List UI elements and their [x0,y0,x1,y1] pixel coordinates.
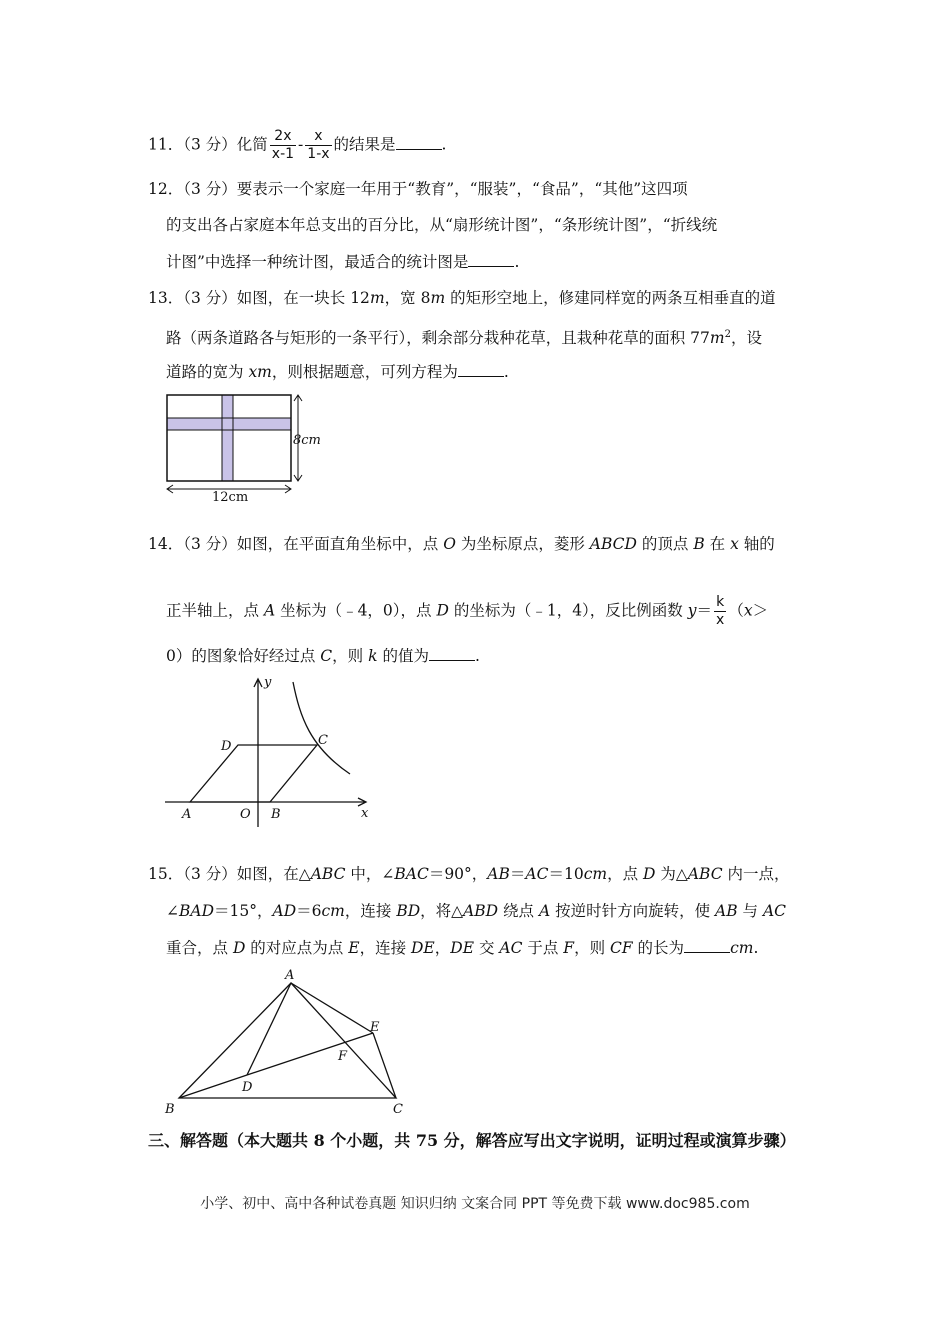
question-text: 的长为 [632,939,685,957]
question-text: 计图”中选择一种统计图，最适合的统计图是 [166,253,469,271]
question-text: 为△ [655,865,688,883]
point-label: D [643,865,656,883]
question-text: ，将△ [420,902,464,920]
question-text: ＝10 [548,865,584,883]
segment-ec [373,1033,396,1098]
question-text: ，则 [332,647,369,665]
label-b: B [271,807,281,822]
fraction-k-over-x [714,594,726,629]
rhombus-coordinate-figure [160,672,380,832]
shape-label: ABC [310,865,346,883]
fraction-2x-over-x-1 [270,128,296,163]
numerator: x [305,128,331,146]
question-12-line-3 [166,251,519,273]
segment-label: CF [610,939,633,957]
period: . [503,363,509,381]
question-text: （3 分）化简 [183,135,268,154]
question-13-line-2 [166,324,762,349]
question-15-line-1 [148,863,790,885]
question-text: 轴的 [738,535,775,553]
question-text: ，设 [730,329,762,348]
period: . [441,135,447,154]
question-text: ，连接 [359,939,411,957]
hyperbola-curve [293,682,350,774]
question-number: 13． [148,289,184,307]
segment-label: AD [272,902,297,920]
question-text: 道路的宽为 [166,363,249,381]
answer-blank[interactable] [458,362,504,377]
triangle-rotation-figure [160,965,420,1120]
segment-label: DE [450,939,475,957]
rectangle-road-figure [160,390,330,505]
question-text: 重合，点 [166,939,233,957]
segment-ad [247,983,291,1075]
point-label: C [320,647,333,665]
period: . [474,647,480,665]
answer-blank[interactable] [684,938,730,953]
label-a: A [285,968,295,983]
question-text: （3 分）如图，在一块长 12 [183,289,370,307]
period: . [514,253,520,271]
question-text: 路（两条道路各与矩形的一条平行），剩余部分栽种花草，且栽种花草的面积 77 [166,329,710,348]
numerator: 2x [270,128,296,146]
label-b: B [165,1102,175,1117]
question-text: ，连接 [344,902,397,920]
label-a: A [182,807,192,822]
fraction-x-over-1-x [305,128,331,163]
unit: cm [583,865,608,883]
point-label: O [443,535,456,553]
point-label: D [232,939,246,957]
segment-label: AB [715,902,738,920]
unit: cm [321,902,345,920]
label-e: E [370,1020,380,1035]
question-text: （3 分）如图，在△ [183,865,311,883]
question-text: ＞ [752,601,769,620]
point-label: F [563,939,575,957]
question-text: ，则根据题意，可列方程为 [271,363,458,381]
question-text: ＝ [509,865,526,883]
question-text: 正半轴上，点 [166,601,264,620]
question-text: ，点 [607,865,644,883]
question-text: 的顶点 [636,535,694,553]
answer-blank[interactable] [396,135,442,150]
question-14-line-1 [148,533,775,555]
segment-label: AB [487,865,510,883]
question-text: （3 分）要表示一个家庭一年用于“教育”，“服装”，“食品”，“其他”这四项 [183,180,688,198]
question-text: ，则 [574,939,610,957]
question-text: 中，∠ [345,865,395,883]
width-label: 12cm [212,490,249,505]
superscript: 2 [724,329,731,340]
question-12-line-1 [148,178,688,200]
segment-label: DE [411,939,435,957]
unit: m [430,289,446,307]
question-number: 11． [148,135,184,154]
question-13-line-1 [148,287,776,309]
question-text: 内一点， [722,865,790,883]
height-label: 8cm [293,433,321,448]
shape-label: ABCD [589,535,637,553]
label-o: O [240,807,251,822]
shape-label: ABC [687,865,723,883]
question-text: 的坐标为（﹣1，4），反比例函数 [448,601,688,620]
variable: y [687,601,697,620]
variable: xm [248,363,272,381]
variable: x [730,535,739,553]
question-text: 的矩形空地上，修建同样宽的两条互相垂直的道 [445,289,776,307]
question-15-line-2 [166,900,786,922]
question-number: 12． [148,180,184,198]
question-14-line-2 [166,594,768,629]
question-text: 的值为 [377,647,429,665]
point-label: B [693,535,705,553]
road-vertical [222,395,233,481]
angle-label: BAC [394,865,429,883]
question-text: ， [434,939,451,957]
question-number: 15． [148,865,184,883]
question-13-line-3 [166,361,509,383]
label-d: D [242,1080,253,1095]
label-x: x [361,806,369,821]
question-12-line-2 [166,214,717,236]
label-c: C [318,733,328,748]
period: . [753,939,759,957]
label-f: F [338,1049,348,1064]
point-label: A [263,601,276,620]
question-number: 14． [148,535,184,553]
answer-blank[interactable] [429,646,475,661]
shape-label: ABD [463,902,499,920]
question-text: （3 分）如图，在平面直角坐标中，点 [183,535,444,553]
question-text: （ [728,601,744,620]
point-label: A [538,902,551,920]
question-text: 的结果是 [333,135,396,154]
point-label: E [348,939,360,957]
question-text: ＝90°， [428,865,488,883]
segment-label: AC [499,939,523,957]
question-11 [148,128,446,163]
question-text: 0）的图象恰好经过点 [166,647,321,665]
denominator: x-1 [271,146,295,162]
question-text: 在 [704,535,731,553]
question-text: 绕点 [498,902,539,920]
question-text: 按逆时针方向旋转，使 [550,902,716,920]
unit: m [369,289,385,307]
question-text: ＝15°， [214,902,273,920]
question-text: ＝6 [296,902,322,920]
denominator: 1-x [307,146,330,162]
unit: cm [730,939,754,957]
question-text: 于点 [522,939,564,957]
question-text: 与 [737,902,763,920]
angle-label: BAD [179,902,215,920]
label-d: D [221,739,232,754]
segment-label: BD [396,902,421,920]
variable: k [368,647,378,665]
question-text: 的对应点为点 [245,939,349,957]
question-text: 为坐标原点，菱形 [455,535,590,553]
denominator: x [716,612,725,628]
equals-sign: ＝ [696,601,713,620]
triangle-abc [179,983,396,1098]
label-y: y [264,675,272,690]
segment-de [247,1033,373,1075]
question-14-line-3 [166,645,480,667]
segment-bd [179,1075,247,1098]
segment-label: AC [525,865,549,883]
footer-text: 小学、初中、高中各种试卷真题 知识归纳 文案合同 PPT 等免费下载 www.doc985.com [200,1196,750,1212]
label-c: C [393,1102,403,1117]
answer-blank[interactable] [468,252,514,267]
segment-label: AC [762,902,787,920]
numerator: k [714,594,726,612]
rhombus-abcd [190,745,317,802]
variable: x [743,601,753,620]
question-15-line-3 [166,937,758,959]
point-label: D [436,601,449,620]
minus-sign: - [298,135,304,154]
question-text: ，宽 8 [384,289,431,307]
unit: m [709,329,725,348]
section-3-heading: 三、解答题（本大题共 8 个小题，共 75 分，解答应写出文字说明，证明过程或演算步骤） [148,1131,796,1150]
question-text: 坐标为（﹣4，0），点 [275,601,437,620]
segment-ae [291,983,373,1033]
question-text: 的支出各占家庭本年总支出的百分比，从“扇形统计图”，“条形统计图”，“折线统 [166,216,718,234]
question-text: 交 [474,939,500,957]
question-text: ∠ [166,902,179,920]
